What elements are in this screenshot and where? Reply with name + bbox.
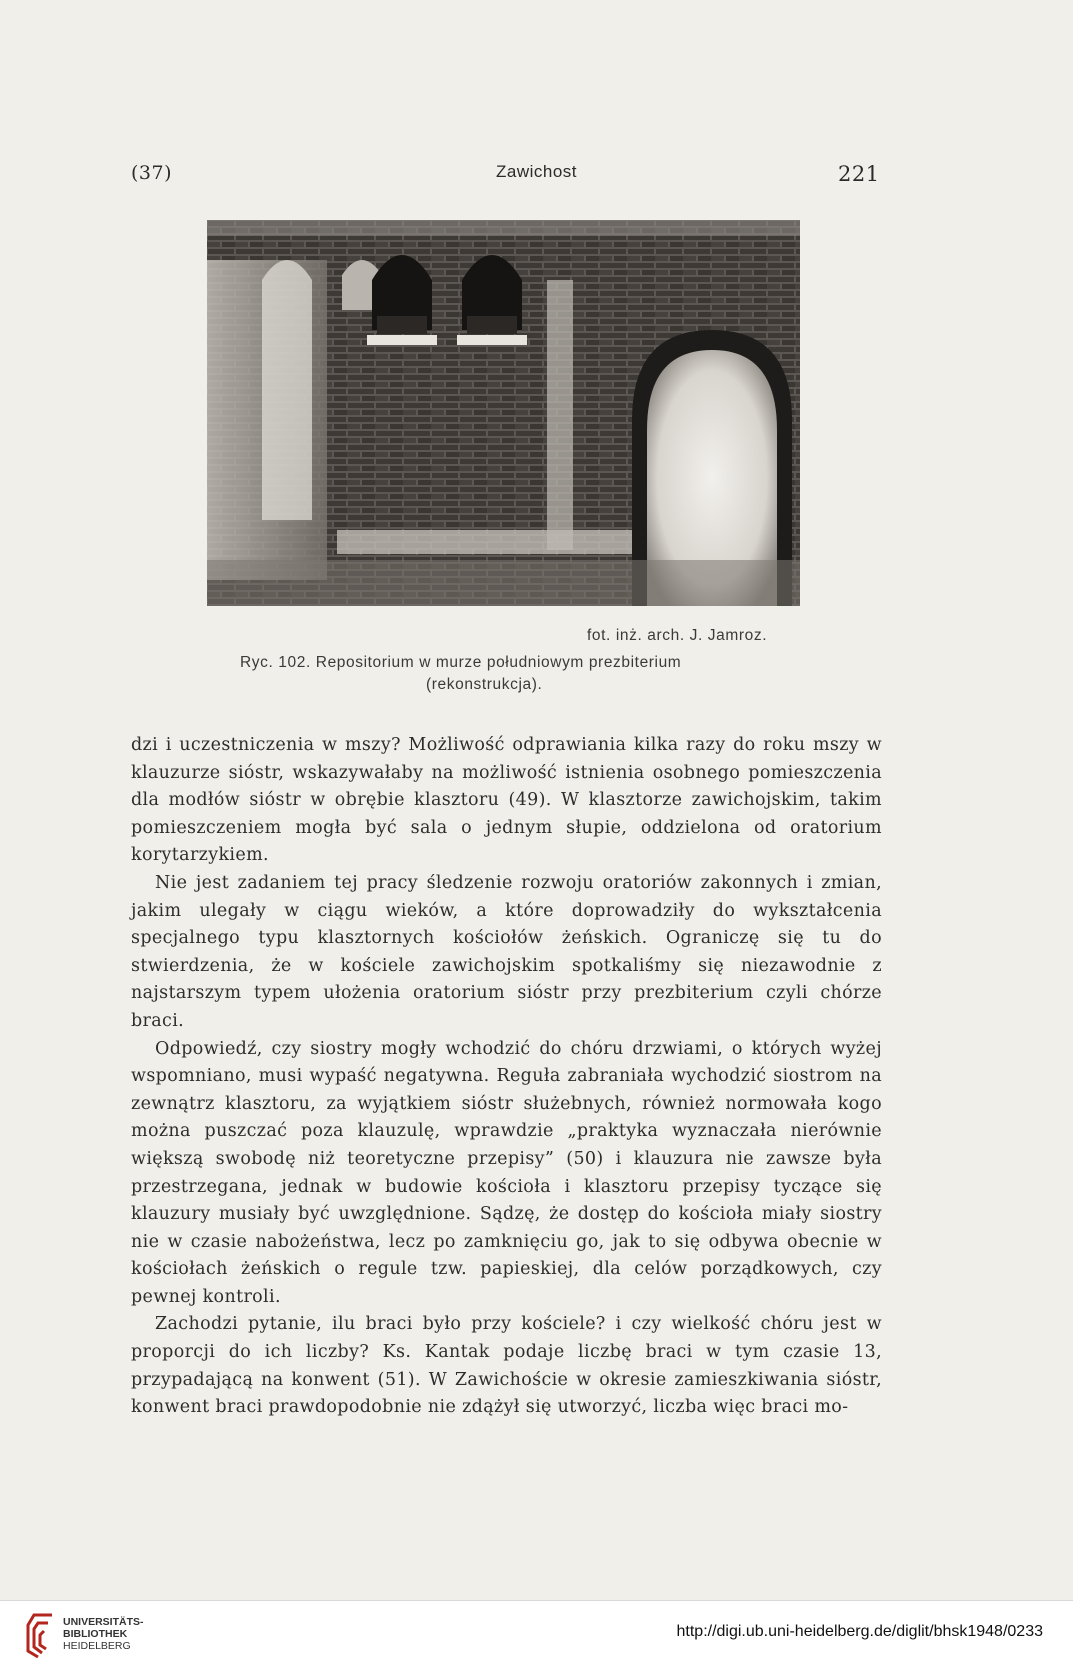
running-head-title: Zawichost — [495, 162, 578, 181]
figure-photo — [207, 220, 800, 606]
photo-credit: fot. inż. arch. J. Jamroz. — [587, 627, 768, 644]
figure-caption: Ryc. 102. Repositorium w murze południowym prezbiterium — [240, 654, 682, 671]
permalink-url[interactable]: http://digi.ub.uni-heidelberg.de/diglit/bhsk1948/0233 — [676, 1623, 1043, 1640]
library-name-line: HEIDELBERG — [63, 1640, 131, 1652]
library-footer — [0, 1600, 1073, 1676]
figure-caption-continued: (rekonstrukcja). — [426, 676, 543, 693]
body-text — [131, 732, 882, 1422]
library-name-line: UNIVERSITÄTS- — [63, 1616, 144, 1628]
library-name-line: BIBLIOTHEK — [63, 1628, 128, 1640]
page-number: 221 — [838, 162, 880, 186]
paragraph: Nie jest zadaniem tej pracy śledzenie rozwoju oratoriów zakonnych i zmian, jakim ulegały w ciągu wieków, a które doprowadziły do wykształcenia specjalnego typu klasztornych kościołów żeńskich. Ograniczę się tu do stwierdzenia, że w kościele zawichojskim spotkaliśmy się niezawodnie z najstarszym typem ułożenia oratorium sióstr przy prezbiterium czyli chórze braci. — [131, 872, 882, 1031]
running-head-label: (37) — [131, 162, 173, 184]
library-logo-icon[interactable] — [24, 1611, 56, 1665]
logo-strokes — [28, 1615, 52, 1657]
paragraph: dzi i uczestniczenia w mszy? Możliwość odprawiania kilka razy do roku mszy w klauzurze sióstr, wskazywałaby na możliwość istnienia osobnego pomieszczenia dla modłów sióstr w obrębie klasztoru (49). W klasztorze zawichojskim, takim pomieszczeniem mogła być sala o jednym słupie, oddzielona od oratorium korytarzykiem. — [131, 735, 882, 866]
library-name[interactable] — [63, 1616, 144, 1652]
paragraph: Odpowiedź, czy siostry mogły wchodzić do chóru drzwiami, o których wyżej wspomniano, musi wypaść negatywna. Reguła zabraniała wychodzić siostrom na zewnątrz klasztoru, za wyjątkiem sióstr służebnych, również normowała kogo można puszczać poza klauzulę, wprawdzie „praktyka wyznaczała nierównie większą swobodę niż teoretyczne przepisy” (50) i klauzura nie zawsze była przestrzegana, jednak w budowie kościoła i klasztoru przepisy tyczące się klauzury musiały być uwzględnione. Sądzę, że dostęp do kościoła miały siostry nie w czasie nabożeństwa, lecz po zamknięciu go, jak to się odbywa obecnie w kościołach żeńskich o regule tzw. papieskiej, dla celów porządkowych, czy pewnej kontroli. — [131, 1038, 882, 1307]
paragraph: Zachodzi pytanie, ilu braci było przy kościele? i czy wielkość chóru jest w proporcji do ich liczby? Ks. Kantak podaje liczbę braci w tym czasie 13, przypadającą na konwent (51). W Zawichoście w okresie zamieszkiwania sióstr, konwent braci prawdopodobnie nie zdążył się utworzyć, liczba więc braci mo- — [131, 1314, 882, 1418]
